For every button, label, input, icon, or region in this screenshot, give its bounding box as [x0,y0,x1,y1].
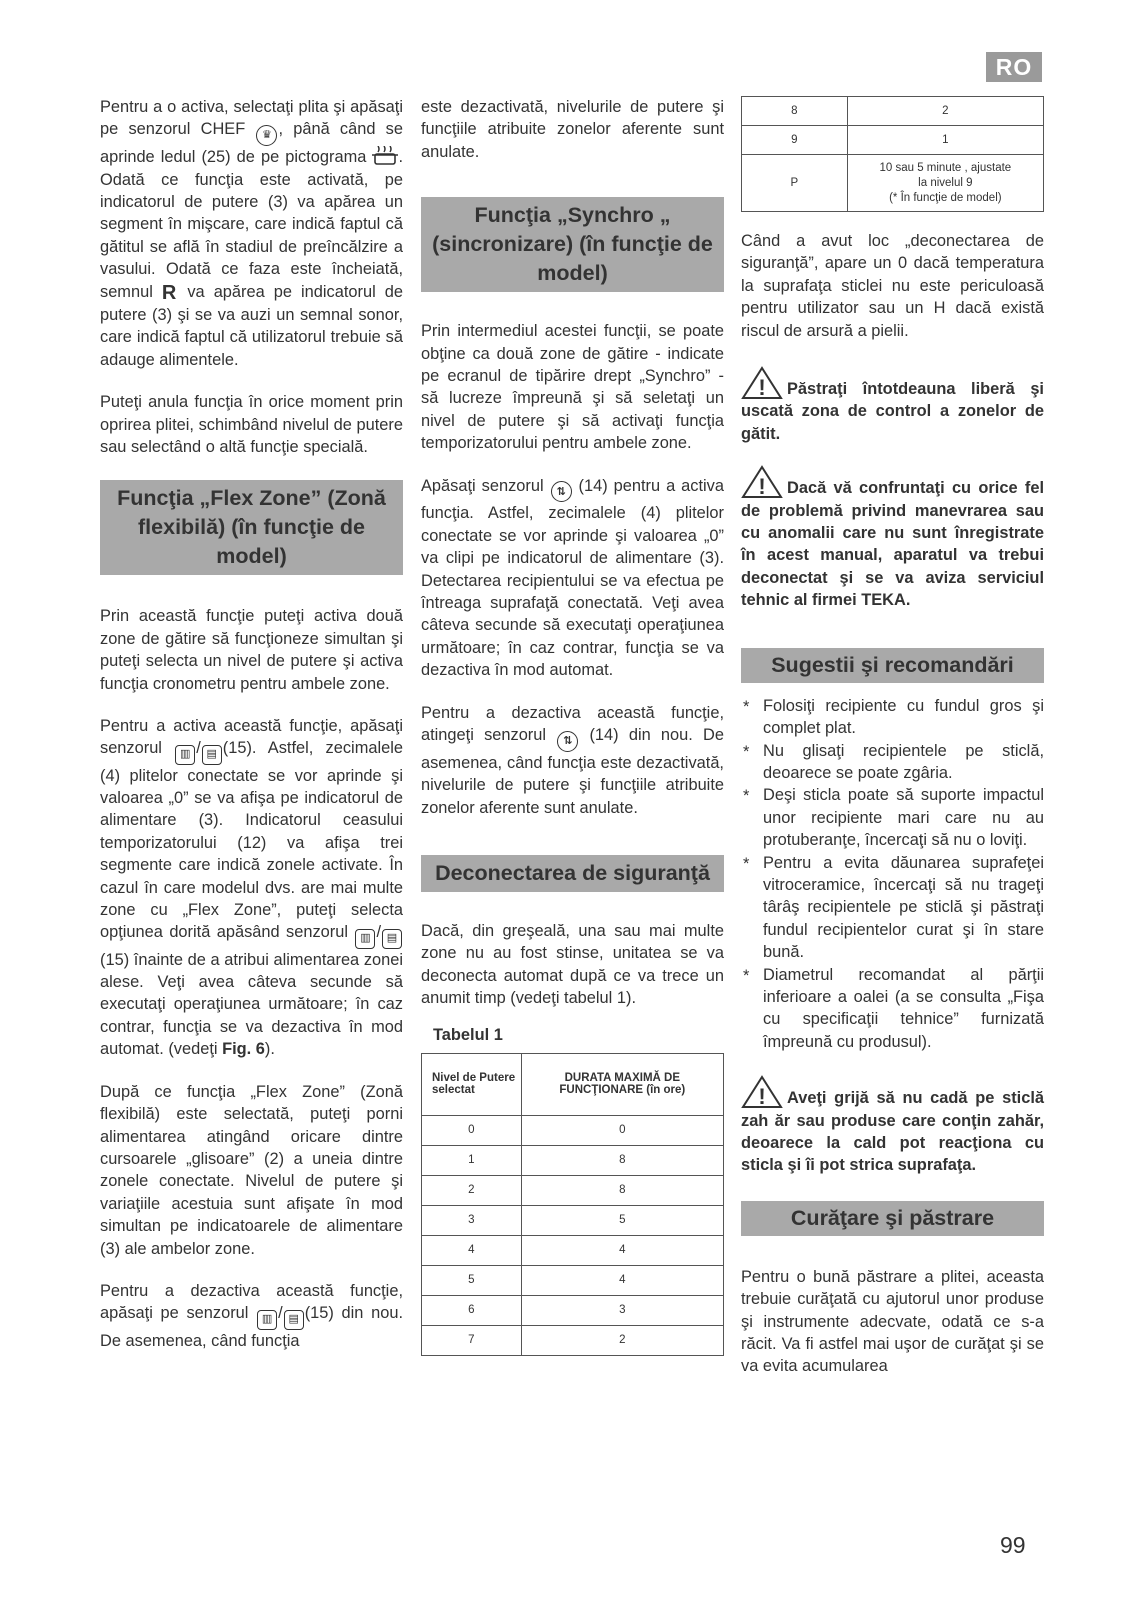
flex-zone-icon: ▤ [382,929,402,949]
table-row [422,1235,724,1265]
list-item: * Nu glisaţi recipientele pe sticlă, deoarece se poate zgâria. [741,740,1044,785]
table-cell-duration: 8 [521,1145,723,1175]
paragraph-chef-activation: Pentru a o activa, selectaţi plita şi apăsaţi pe senzorul CHEF ♛ , până când se aprinde ledul (25) de pe pictograma . Odată ce funcţia este activată, pe indicatorul de putere (3) va apărea un segment în mişcare, care indică faptul că gătitul se află în stadiul de preîncălzire a vasului. Odată ce faza este încheiată, semnul R va apărea pe indicatorul de putere (3) şi se va auzi un semnal sonor, care indică faptul că utilizatorul trebuie să adauge alimentele. [100,98,403,369]
column-right [741,96,1044,1378]
svg-text:!: ! [758,474,766,500]
heading-cleaning: Curăţare şi păstrare [741,1201,1044,1236]
table-row [422,1115,724,1145]
table-cell-level: 0 [422,1115,522,1145]
warning-triangle-icon [741,1075,783,1109]
table-header-duration: DURATA MAXIMĂ DE FUNCŢIONARE (în ore) [521,1053,723,1115]
synchro-icon: ⇅ [551,481,572,502]
warning-triangle-icon [741,465,783,499]
heading-safety-shutoff: Deconectarea de siguranţă [421,855,724,892]
paragraph-synchro-activate: Apăsaţi senzorul ⇅ (14) pentru a activa funcţia. Astfel, zecimalele (4) plitelor conectate se vor aprinde şi valoarea „0” va clipi pe indicatorul de alimentare (3). Detectarea recipientului se va efectua pe întreaga suprafaţă conectată. Veţi avea câteva secunde să executaţi operaţiunea următoare; în caz contrar, funcţia se va dezactiva în mod automat. [421,476,724,680]
flex-zone-icon: ▤ [202,745,222,765]
table-row [422,1205,724,1235]
paragraph-safety-display: Când a avut loc „deconectarea de siguranţă”, apare un 0 dacă temperatura la suprafaţa sticlei nu este periculoasă pentru utilizator sau un H dacă există riscul de arsură a pielii. [741,232,1044,340]
paragraph-continued: este dezactivată, nivelurile de putere şi funcţiile atribuite zonelor aferente sunt anulate. [421,98,724,161]
list-item: * Deşi sticla poate să suporte impactul unor recipiente mari care nu au protuberanţe, încercaţi să nu o loviţi. [741,784,1044,851]
list-item: * Diametrul recomandat al părţii inferioare a oalei (a se consulta „Fişa cu specificaţii tehnice” furnizată împreună cu produsul). [741,964,1044,1054]
table-cell-level: 9 [742,126,848,155]
tips-list [741,695,1044,1054]
warning-keep-dry: ! Păstraţi întotdeauna liberă şi uscată zona de control a zonelor de gătit. [741,366,1044,445]
table-title: Tabelul 1 [433,1025,503,1044]
flex-zone-icon: ▤ [284,1310,304,1330]
paragraph-flex-power: După ce funcţia „Flex Zone” (Zonă flexibilă) este selectată, puteţi porni alimentarea atingând oricare dintre cursoarele „glisoare” (2) a uneia dintre zonele conectate. Nivelul de putere şi variaţiile acestuia sunt afişate în mod simultan pe indicatoarele de alimentare (3) ale ambelor zone. [100,1082,403,1258]
paragraph-flex-intro: Prin această funcţie puteţi activa două zone de gătire să funcţioneze simultan şi puteţi selecta un nivel de putere şi activa funcţia cronometru pentru ambele zone. [100,607,403,693]
paragraph-synchro-deactivate: Pentru a dezactiva această funcţie, atingeţi senzorul ⇅ (14) din nou. De asemenea, când funcţia este dezactivată, nivelurile de putere şi funcţiile atribuite zonelor aferente sunt anulate. [421,703,724,817]
list-item: * Pentru a evita dăunarea suprafeţei vitroceramice, încercaţi să nu trageţi târâş recipientele pe sticlă şi păstraţi fundul recipientelor curat şi în stare bună. [741,852,1044,964]
table-row [422,1265,724,1295]
steaming-pot-icon [372,146,398,166]
table-cell-level: P [742,155,848,212]
table-cell-level: 5 [422,1265,522,1295]
synchro-icon: ⇅ [557,731,578,752]
table-cell-duration: 8 [521,1175,723,1205]
table-row [422,1145,724,1175]
paragraph-safety: Dacă, din greşeală, una sau mai multe zone nu au fost stinse, unitatea se va deconecta automat după ce va trece un anumit timp (vedeţi tabelul 1). [421,921,724,1008]
table-cell-duration: 3 [521,1295,723,1325]
table-row [422,1175,724,1205]
table-cell-duration: 1 [847,126,1043,155]
paragraph-cleaning: Pentru o bună păstrare a plitei, aceasta trebuie curăţată cu ajutorul unor produse şi instrumente adecvate, odată ce s-a răcit. Va fi astfel mai uşor de curăţat şi se va evita acumularea [741,1267,1044,1376]
table-cell-level: 3 [422,1205,522,1235]
paragraph-flex-deactivate: Pentru a dezactiva această funcţie, apăsaţi pe senzorul ▥ / ▤ (15) din nou. De asemenea, când funcţia [100,1281,403,1350]
heading-flex-zone: Funcţia „Flex Zone” (Zonă flexibilă) (în funcţie de model) [100,480,403,575]
column-left [100,96,403,1352]
segment-display-glyph: R [161,281,177,304]
list-item: * Folosiţi recipiente cu fundul gros şi complet plat. [741,695,1044,740]
page-number: 99 [1000,1532,1026,1558]
heading-tips: Sugestii şi recomandări [741,648,1044,683]
table-row [742,126,1044,155]
warning-sugar: ! Aveţi grijă să nu cadă pe sticlă zah ăr sau produse care conţin zahăr, deoarece la cald pot reacţiona cu sticla şi îi pot strica suprafaţa. [741,1075,1044,1177]
column-middle [421,96,724,1356]
table-cell-level: 8 [742,97,848,126]
table-cell-level: 6 [422,1295,522,1325]
table-header-level: Nivel de Putere selectat [422,1053,522,1115]
shutoff-table-continued [741,96,1044,212]
table-cell-duration: 5 [521,1205,723,1235]
table-cell-duration: 0 [521,1115,723,1145]
table-header-row [422,1053,724,1115]
table-cell-duration: 4 [521,1265,723,1295]
table-row [742,97,1044,126]
table-row [742,155,1044,212]
flex-zone-icon: ▥ [257,1310,277,1330]
warning-triangle-icon [741,366,783,400]
svg-text:!: ! [758,375,766,401]
flex-zone-icon: ▥ [355,929,375,949]
table-cell-duration: 2 [521,1325,723,1355]
table-cell-level: 4 [422,1235,522,1265]
table-cell-level: 7 [422,1325,522,1355]
table-cell-duration: 2 [847,97,1043,126]
table-row [422,1325,724,1355]
paragraph-flex-activate: Pentru a activa această funcţie, apăsaţi senzorul ▥ / ▤ (15). Astfel, zecimalele (4) plitelor conectate se vor aprinde şi valoarea „0” se va afişa pe indicatorul de alimentare (3). Indicatorul ceasului temporizatorului (12) va afişa trei segmente care indică zonele activate. În cazul în care modelul dvs. are mai multe zone cu „Flex Zone”, puteţi selecta opţiunea dorită apăsând senzorul ▥ / ▤(15) înainte de a atribui alimentarea zonei alese. Veţi avea câteva secunde să executaţi operaţiunea următoare; în caz contrar, funcţia se va dezactiva în mod automat. (vedeţi Fig. 6). [100,717,403,1059]
table-cell-level: 1 [422,1145,522,1175]
flex-zone-icon: ▥ [175,745,195,765]
figure-reference: Fig. 6 [222,1040,265,1059]
svg-text:!: ! [758,1084,766,1110]
paragraph-synchro-intro: Prin intermediul acestei funcţii, se poate obţine ca două zone de gătire - indicate pe ecranul de tipărire drept „Synchro” - să lucreze împreună şi să seletaţi un nivel de putere şi să activaţi funcţia temporizatorului pentru ambele zone. [421,322,724,453]
heading-synchro: Funcţia „Synchro „ (sincronizare) (în funcţie de model) [421,197,724,292]
table-cell-duration: 4 [521,1235,723,1265]
table-cell-level: 2 [422,1175,522,1205]
shutoff-table [421,1053,724,1356]
warning-service: ! Dacă vă confruntaţi cu orice fel de problemă privind manevrarea sau cu anomalii care nu sunt înregistrate în acest manual, aparatul va trebui deconectat şi se va aviza serviciul tehnic al firmei TEKA. [741,465,1044,611]
paragraph-cancel: Puteţi anula funcţia în orice moment prin oprirea plitei, schimbând nivelul de putere sau selectând o altă funcţie specială. [100,393,403,456]
language-badge: RO [986,52,1042,82]
table-row [422,1295,724,1325]
table-cell-duration: 10 sau 5 minute , ajustate la nivelul 9 (* În funcţie de model) [847,155,1043,212]
chef-hat-icon: ♛ [256,125,277,146]
